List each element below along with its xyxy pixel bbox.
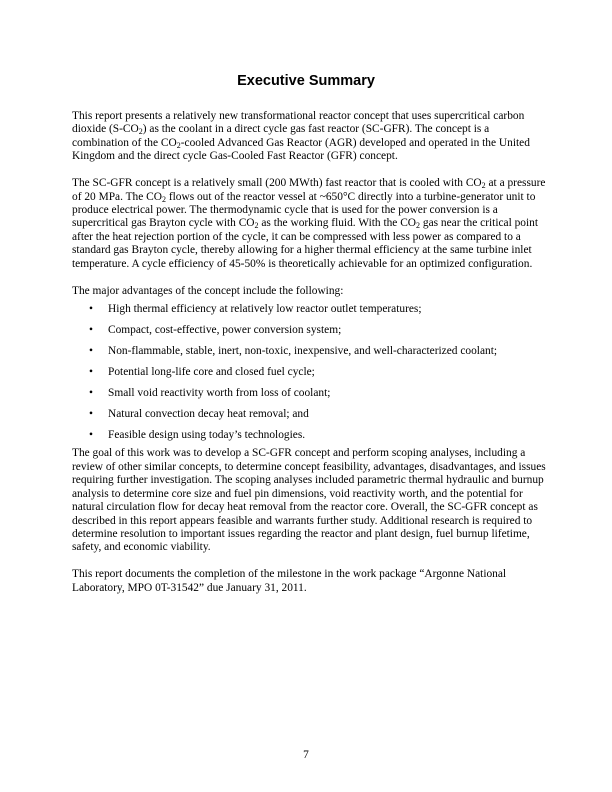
list-item — [72, 387, 547, 400]
text-run: as the working fluid. With the CO — [258, 217, 417, 230]
text-run: gas near the critical point after the heat rejection portion of the cycle, it can be compressed with less power as compared to a standard gas Brayton cycle, thereby allowing for a higher thermal efficiency at the same turbine inlet temperature. A cycle efficiency of 45-50% is theoretically achievable for an optimized configuration. — [72, 217, 539, 270]
list-item-text: Small void reactivity worth from loss of coolant; — [108, 387, 331, 400]
bullet-icon: • — [89, 303, 93, 316]
list-item — [72, 345, 547, 358]
list-item-text: Compact, cost-effective, power conversion system; — [108, 324, 342, 337]
text-run: This report presents a relatively new transformational reactor concept that uses supercritical carbon dioxide (S-CO — [72, 110, 525, 136]
bullet-icon: • — [89, 345, 93, 358]
bullet-icon: • — [89, 408, 93, 421]
list-item-text: High thermal efficiency at relatively low reactor outlet temperatures; — [108, 303, 422, 316]
advantages-list — [72, 303, 547, 442]
list-item — [72, 324, 547, 337]
bullet-icon: • — [89, 324, 93, 337]
list-item-text: Feasible design using today’s technologies. — [108, 429, 306, 442]
list-item-text: Non-flammable, stable, inert, non-toxic, inexpensive, and well-characterized coolant; — [108, 345, 498, 358]
list-item — [72, 303, 547, 316]
text-run: -cooled Advanced Gas Reactor (AGR) developed and operated in the United Kingdom and the direct cycle Gas-Cooled Fast Reactor (GFR) concept. — [72, 136, 530, 163]
advantages-intro: The major advantages of the concept include the following: — [72, 284, 344, 297]
bullet-icon: • — [89, 387, 93, 400]
list-item-text: Potential long-life core and closed fuel cycle; — [108, 366, 315, 379]
milestone-paragraph: This report documents the completion of the milestone in the work package “Argonne National Laboratory, MPO 0T-31542” due January 31, 2011. — [72, 568, 507, 594]
body-text — [72, 110, 547, 609]
subscript: 2 — [161, 194, 166, 204]
subscript: 2 — [138, 127, 143, 137]
list-item-text: Natural convection decay heat removal; and — [108, 408, 309, 421]
subscript: 2 — [416, 221, 421, 231]
subscript: 2 — [176, 140, 181, 150]
bullet-icon: • — [89, 366, 93, 379]
subscript: 2 — [481, 181, 486, 191]
bullet-icon: • — [89, 429, 93, 442]
text-run: ) as the coolant in a direct cycle gas fast reactor (SC-GFR). The concept is a combination of the CO — [72, 123, 490, 149]
section-title: Executive Summary — [237, 73, 375, 89]
concept-paragraph — [72, 177, 547, 271]
list-item — [72, 408, 547, 421]
goal-paragraph: The goal of this work was to develop a SC-GFR concept and perform scoping analyses, including a review of other similar concepts, to determine concept feasibility, advantages, disadvantages, and issues requiring further investigation. The scoping analyses included parametric thermal hydraulic and burnup analysis to determine core size and fuel pin dimensions, void reactivity worth, and the potential for natural circulation flow for decay heat removal from the reactor core. Overall, the SC-GFR concept as described in this report appears feasible and warrants further study. Additional research is required to determine resolution to important issues regarding the reactor and plant design, fuel burnup lifetime, safety, and economic viability. — [72, 447, 546, 554]
page-number: 7 — [303, 749, 309, 761]
list-item — [72, 366, 547, 379]
text-run: The SC-GFR concept is a relatively small (200 MWth) fast reactor that is cooled with CO — [72, 177, 482, 190]
intro-paragraph — [72, 110, 547, 164]
list-item — [72, 429, 547, 442]
subscript: 2 — [254, 221, 259, 231]
text-run: flows out of the reactor vessel at ~650°C directly into a turbine-generator unit to produce electrical power. The thermodynamic cycle that is used for the power conversion is a supercritical gas Brayton cycle with CO — [72, 190, 536, 230]
text-run: at a pressure of 20 MPa. The CO — [72, 177, 546, 203]
